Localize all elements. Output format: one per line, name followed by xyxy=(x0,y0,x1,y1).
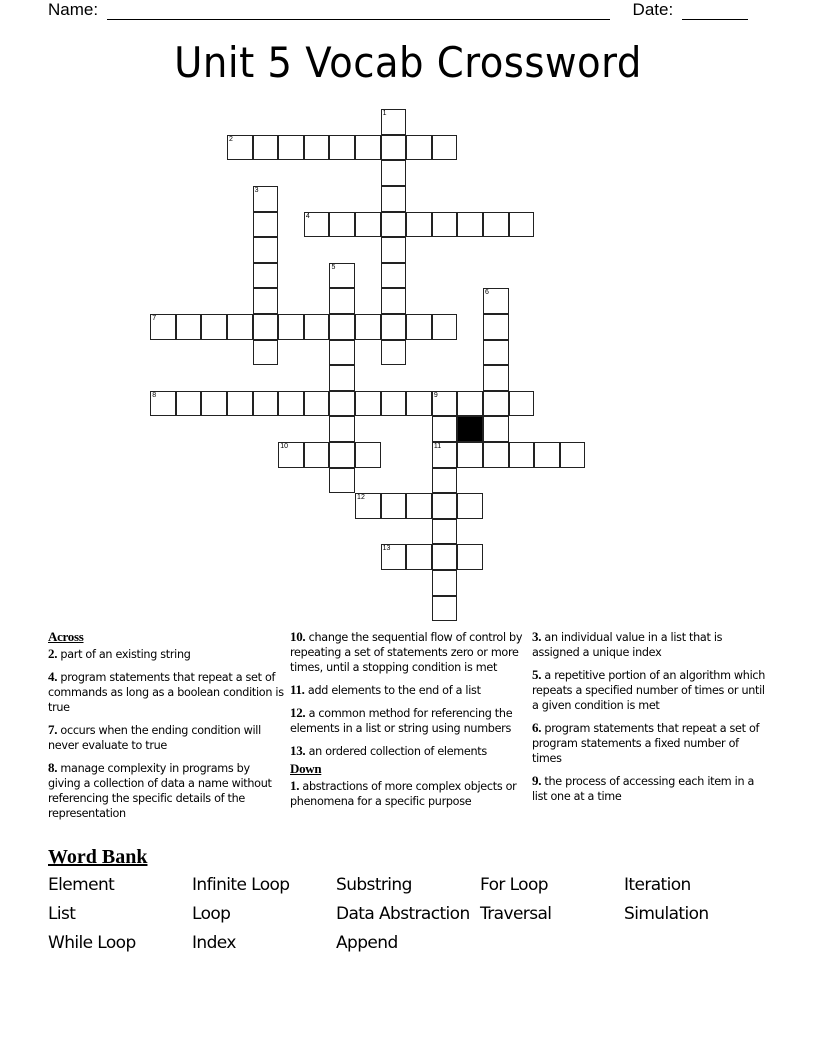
crossword-cell[interactable] xyxy=(381,135,407,161)
crossword-cell[interactable] xyxy=(432,135,458,161)
crossword-cell[interactable] xyxy=(457,391,483,417)
crossword-cell[interactable] xyxy=(253,340,279,366)
name-field[interactable] xyxy=(107,3,610,20)
clue-number: 7 xyxy=(152,315,157,323)
clue-across-4: 4. program statements that repeat a set of commands as long as a boolean condition is true xyxy=(48,669,284,714)
crossword-cell[interactable] xyxy=(329,416,355,442)
crossword-cell[interactable] xyxy=(253,391,279,417)
clue-number: 8 xyxy=(152,391,157,399)
crossword-cell[interactable] xyxy=(329,263,355,289)
clue-number: 13 xyxy=(382,545,391,553)
crossword-cell[interactable] xyxy=(253,212,279,238)
crossword-cell[interactable] xyxy=(457,493,483,519)
word-bank-item: Iteration xyxy=(624,875,691,895)
crossword-cell[interactable] xyxy=(483,340,509,366)
clue-across-10: 10. change the sequential flow of control by repeating a set of statements zero or more times, until a stopping condition is met xyxy=(290,629,523,674)
clue-down-3: 3. an individual value in a list that is assigned a unique index xyxy=(532,629,723,659)
word-bank-item: Data Abstraction xyxy=(336,904,470,924)
word-bank-item: Loop xyxy=(192,904,231,924)
clue-down-6: 6. program statements that repeat a set of program statements a fixed number of times xyxy=(532,720,760,765)
across-heading: Across xyxy=(48,629,84,644)
clue-across-11: 11. add elements to the end of a list xyxy=(290,682,481,697)
crossword-cell[interactable] xyxy=(432,391,458,417)
blocked-cell xyxy=(457,416,483,442)
crossword-cell[interactable] xyxy=(432,570,458,596)
clue-across-13: 13. an ordered collection of elements xyxy=(290,743,487,758)
clues-column-1 xyxy=(48,629,284,828)
crossword-cell[interactable] xyxy=(381,109,407,135)
down-heading: Down xyxy=(290,761,322,776)
crossword-cell[interactable] xyxy=(329,288,355,314)
word-bank-item: List xyxy=(48,904,76,924)
crossword-cell[interactable] xyxy=(381,391,407,417)
clue-number: 6 xyxy=(485,289,489,297)
crossword-cell[interactable] xyxy=(432,416,458,442)
clue-number: 1 xyxy=(382,110,387,118)
crossword-cell[interactable] xyxy=(278,391,304,417)
crossword-cell[interactable] xyxy=(381,186,407,212)
crossword-cell[interactable] xyxy=(406,212,432,238)
crossword-cell[interactable] xyxy=(201,314,227,340)
crossword-cell[interactable] xyxy=(253,237,279,263)
date-label: Date: xyxy=(632,0,674,19)
crossword-cell[interactable] xyxy=(483,288,509,314)
crossword-cell[interactable] xyxy=(253,263,279,289)
word-bank-item: Append xyxy=(336,933,398,953)
word-bank-item: Simulation xyxy=(624,904,709,924)
clues-column-2 xyxy=(290,629,526,816)
word-bank-item: Index xyxy=(192,933,236,953)
crossword-cell[interactable] xyxy=(150,314,176,340)
crossword-cell[interactable] xyxy=(227,391,253,417)
crossword-cell[interactable] xyxy=(355,135,381,161)
crossword-cell[interactable] xyxy=(432,314,458,340)
crossword-cell[interactable] xyxy=(227,135,253,161)
crossword-cell[interactable] xyxy=(457,544,483,570)
crossword-cell[interactable] xyxy=(483,212,509,238)
crossword-cell[interactable] xyxy=(176,391,202,417)
word-bank-item: For Loop xyxy=(480,875,548,895)
crossword-cell[interactable] xyxy=(560,442,586,468)
crossword-cell[interactable] xyxy=(483,365,509,391)
crossword-cell[interactable] xyxy=(381,340,407,366)
crossword-cell[interactable] xyxy=(381,288,407,314)
word-bank xyxy=(48,873,768,955)
crossword-cell[interactable] xyxy=(534,442,560,468)
crossword-cell[interactable] xyxy=(304,212,330,238)
crossword-cell[interactable] xyxy=(355,314,381,340)
crossword-cell[interactable] xyxy=(355,212,381,238)
crossword-cell[interactable] xyxy=(432,519,458,545)
crossword-cell[interactable] xyxy=(329,135,355,161)
clue-number: 11 xyxy=(433,443,442,451)
date-field[interactable] xyxy=(682,3,748,20)
clue-number: 2 xyxy=(229,135,233,143)
clue-down-5: 5. a repetitive portion of an algorithm which repeats a specified number of times or until a given condition is met xyxy=(532,667,766,712)
crossword-cell[interactable] xyxy=(381,314,407,340)
crossword-cell[interactable] xyxy=(432,493,458,519)
crossword-cell[interactable] xyxy=(304,314,330,340)
crossword-cell[interactable] xyxy=(432,544,458,570)
crossword-cell[interactable] xyxy=(253,314,279,340)
clue-across-8: 8. manage complexity in programs by giving a collection of data a name without referencing the specific details of the representation xyxy=(48,760,272,820)
crossword-cell[interactable] xyxy=(176,314,202,340)
crossword-cell[interactable] xyxy=(304,135,330,161)
clue-number: 5 xyxy=(331,263,336,271)
crossword-cell[interactable] xyxy=(381,160,407,186)
crossword-cell[interactable] xyxy=(329,365,355,391)
crossword-cell[interactable] xyxy=(509,442,535,468)
crossword-cell[interactable] xyxy=(432,596,458,622)
name-label: Name: xyxy=(48,0,99,19)
crossword-cell[interactable] xyxy=(329,468,355,494)
clue-down-1: 1. abstractions of more complex objects or phenomena for a specific purpose xyxy=(290,778,517,808)
crossword-cell[interactable] xyxy=(406,493,432,519)
crossword-cell[interactable] xyxy=(278,135,304,161)
crossword-cell[interactable] xyxy=(432,468,458,494)
clue-number: 3 xyxy=(254,187,259,195)
crossword-cell[interactable] xyxy=(253,135,279,161)
crossword-cell[interactable] xyxy=(483,314,509,340)
crossword-cell[interactable] xyxy=(278,314,304,340)
crossword-cell[interactable] xyxy=(406,135,432,161)
crossword-cell[interactable] xyxy=(381,493,407,519)
crossword-cell[interactable] xyxy=(227,314,253,340)
word-bank-item: Infinite Loop xyxy=(192,875,290,895)
crossword-cell[interactable] xyxy=(329,212,355,238)
crossword-cell[interactable] xyxy=(355,391,381,417)
crossword-cell[interactable] xyxy=(329,340,355,366)
word-bank-item: Traversal xyxy=(480,904,552,924)
crossword-cell[interactable] xyxy=(381,237,407,263)
crossword-cell[interactable] xyxy=(432,212,458,238)
page-title: Unit 5 Vocab Crossword xyxy=(174,38,642,87)
crossword-cell[interactable] xyxy=(381,212,407,238)
clue-number: 4 xyxy=(305,212,310,220)
word-bank-item: Substring xyxy=(336,875,412,895)
clue-number: 12 xyxy=(357,494,365,502)
clue-across-7: 7. occurs when the ending condition will never evaluate to true xyxy=(48,722,261,752)
crossword-cell[interactable] xyxy=(406,544,432,570)
crossword-cell[interactable] xyxy=(381,544,407,570)
name-date-header xyxy=(48,0,748,20)
crossword-cell[interactable] xyxy=(253,288,279,314)
crossword-cell[interactable] xyxy=(509,212,535,238)
crossword-cell[interactable] xyxy=(329,314,355,340)
crossword-cell[interactable] xyxy=(355,493,381,519)
word-bank-title: Word Bank xyxy=(48,846,148,868)
crossword-cell[interactable] xyxy=(278,442,304,468)
crossword-cell[interactable] xyxy=(304,442,330,468)
crossword-cell[interactable] xyxy=(483,442,509,468)
crossword-grid xyxy=(151,110,591,626)
crossword-cell[interactable] xyxy=(381,263,407,289)
clue-down-9: 9. the process of accessing each item in a list one at a time xyxy=(532,773,755,803)
crossword-cell[interactable] xyxy=(483,416,509,442)
crossword-cell[interactable] xyxy=(432,442,458,468)
clue-number: 9 xyxy=(433,391,438,399)
clues-column-3 xyxy=(532,629,768,811)
crossword-cell[interactable] xyxy=(150,391,176,417)
clue-number: 10 xyxy=(280,443,289,451)
crossword-cell[interactable] xyxy=(457,442,483,468)
word-bank-item: Element xyxy=(48,875,115,895)
crossword-cell[interactable] xyxy=(329,442,355,468)
crossword-cell[interactable] xyxy=(406,391,432,417)
crossword-cell[interactable] xyxy=(304,391,330,417)
crossword-cell[interactable] xyxy=(509,391,535,417)
crossword-cell[interactable] xyxy=(355,442,381,468)
crossword-cell[interactable] xyxy=(457,212,483,238)
crossword-cell[interactable] xyxy=(253,186,279,212)
crossword-cell[interactable] xyxy=(329,391,355,417)
clue-across-12: 12. a common method for referencing the elements in a list or string using numbers xyxy=(290,705,513,735)
clue-across-2: 2. part of an existing string xyxy=(48,646,191,661)
crossword-cell[interactable] xyxy=(201,391,227,417)
crossword-cell[interactable] xyxy=(483,391,509,417)
crossword-cell[interactable] xyxy=(406,314,432,340)
word-bank-item: While Loop xyxy=(48,933,136,953)
